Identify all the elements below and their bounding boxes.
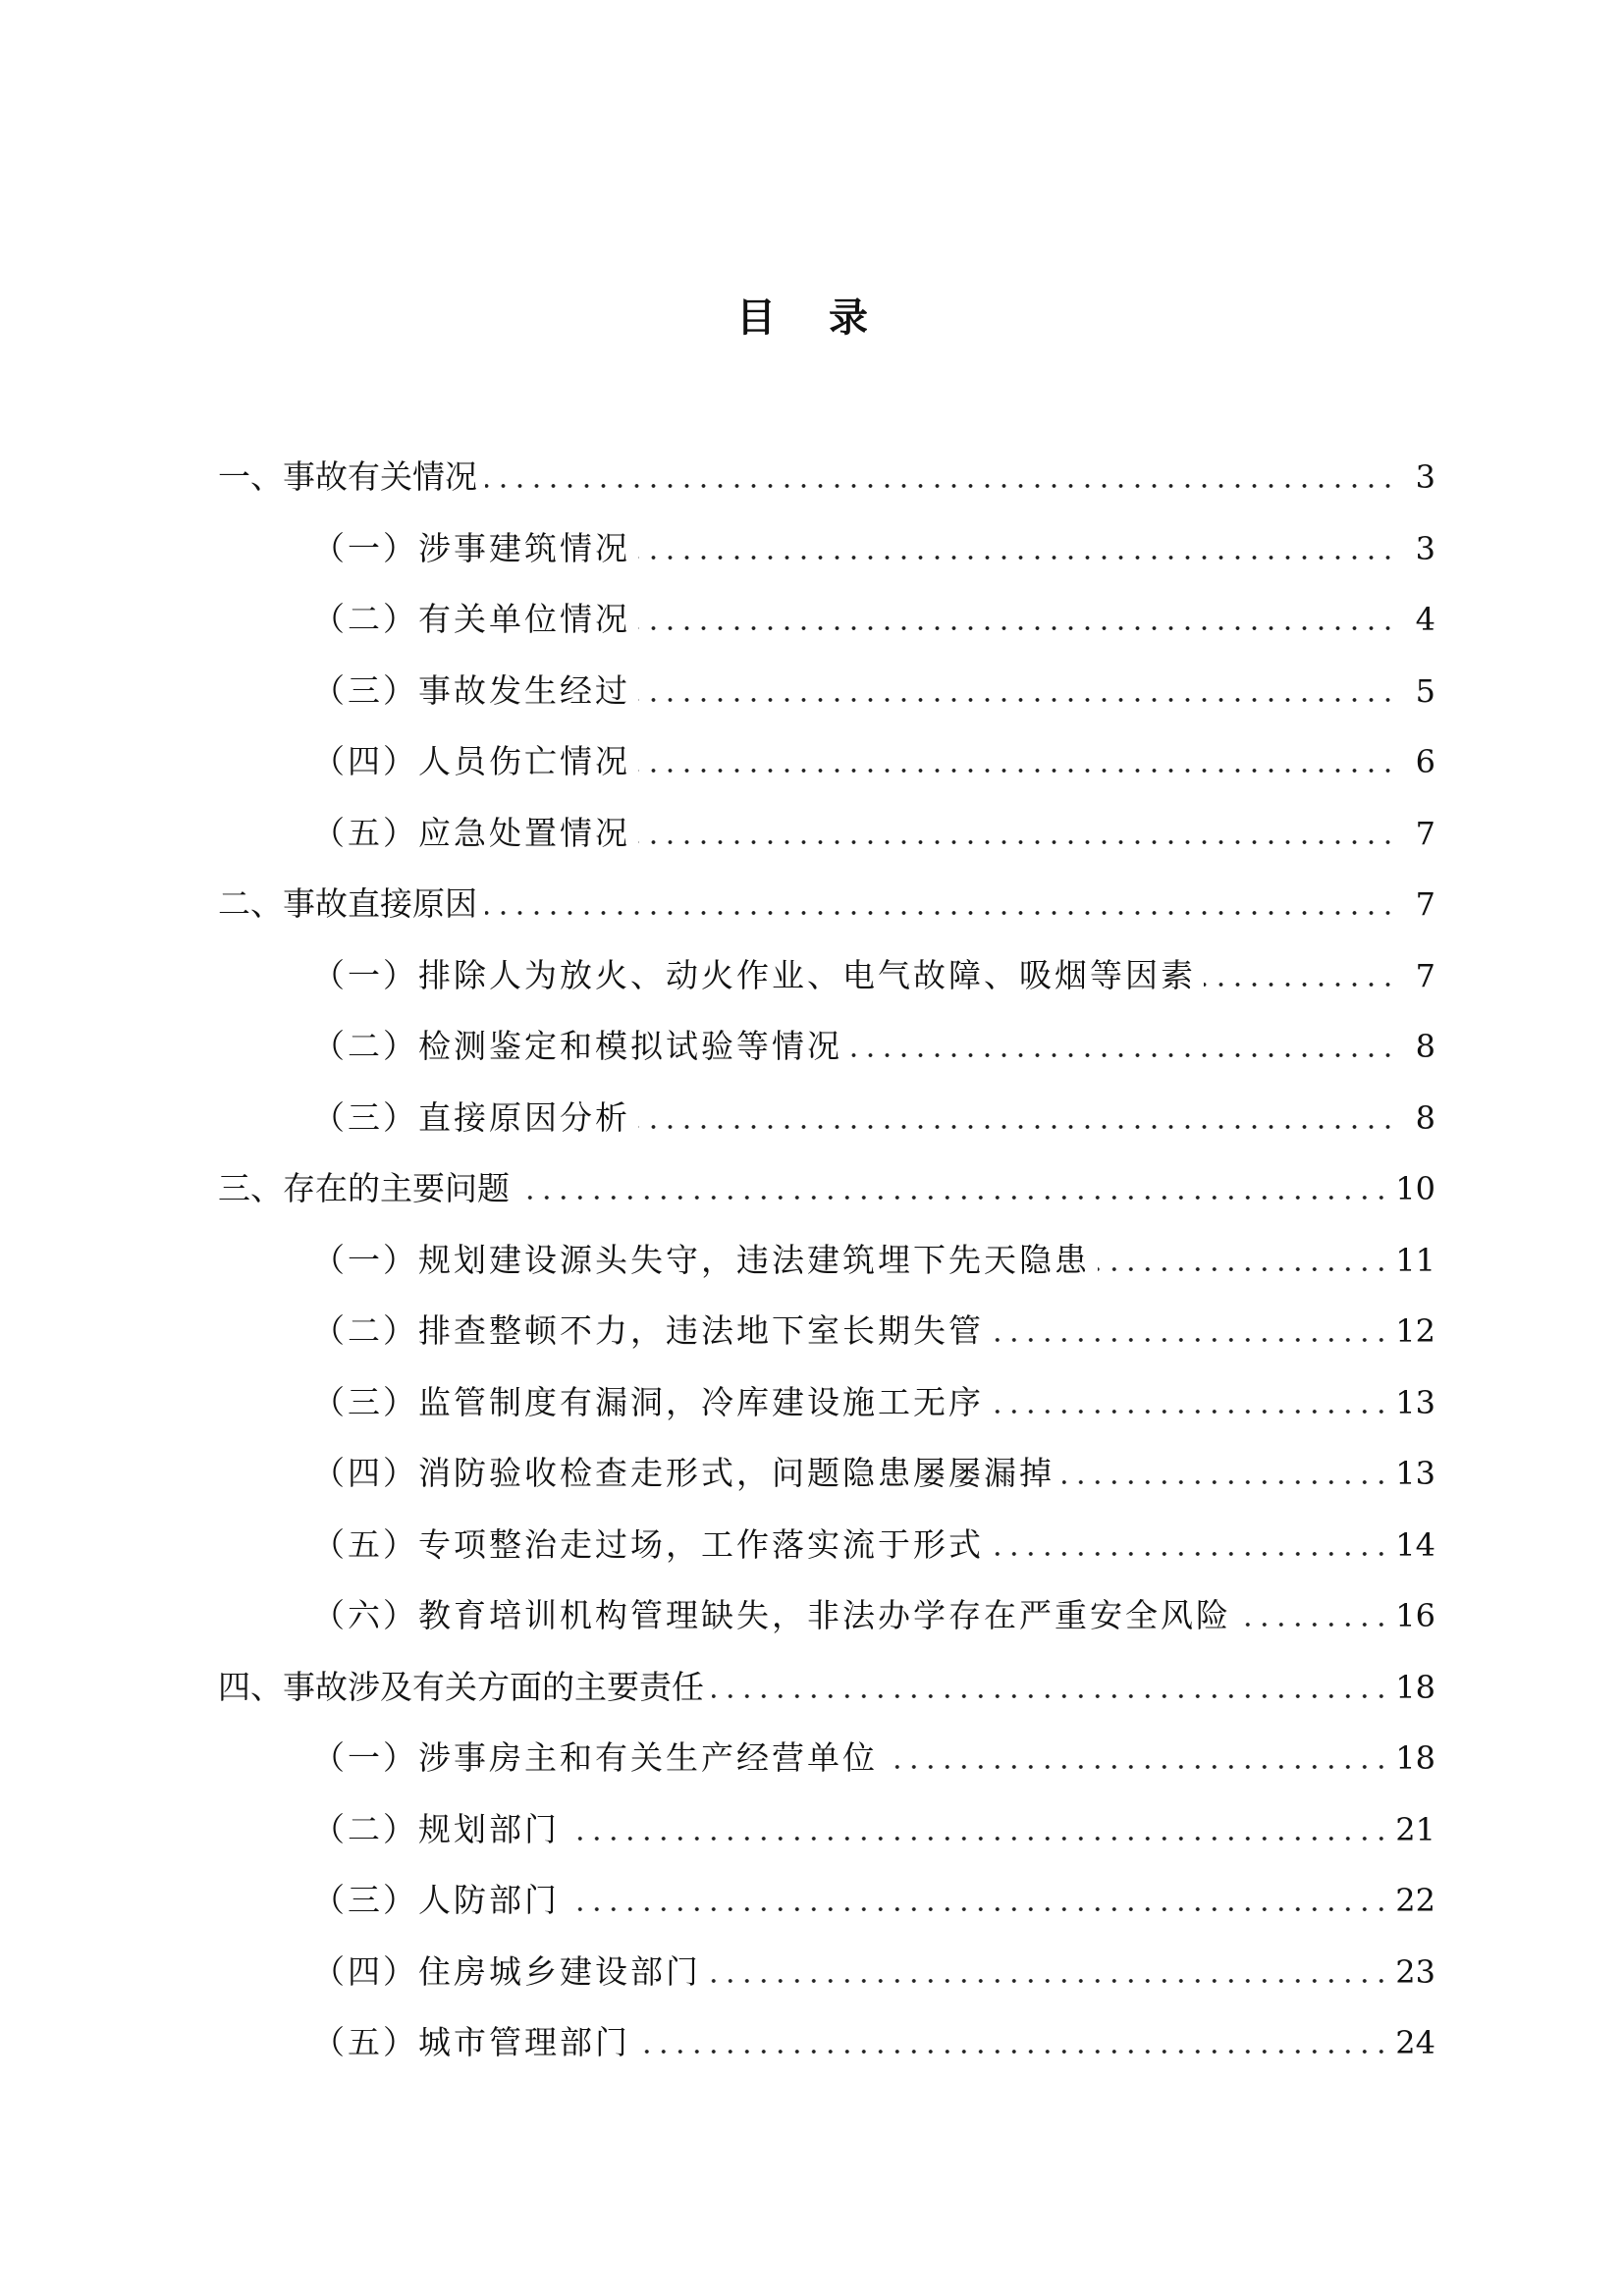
toc-entry[interactable]: [218, 513, 1435, 585]
toc-entry[interactable]: [218, 442, 1435, 513]
toc-entry-text: （四）人员伤亡情况: [312, 742, 630, 780]
toc-entry-text: （五）专项整治走过场，工作落实流于形式: [312, 1524, 984, 1564]
dot-leader: [638, 1124, 1396, 1130]
toc-entry[interactable]: [218, 798, 1435, 870]
toc-entry[interactable]: [218, 1367, 1435, 1439]
toc-entry[interactable]: [218, 1225, 1435, 1297]
toc-entry[interactable]: [218, 1083, 1435, 1154]
dot-leader: [850, 1052, 1396, 1058]
toc-entry-text: （三）事故发生经过: [312, 670, 630, 710]
toc-page-number: 12: [1395, 1312, 1435, 1350]
toc-entry-text: （二）有关单位情况: [312, 600, 630, 638]
toc-entry[interactable]: [218, 726, 1435, 798]
toc-page-number: 4: [1415, 601, 1435, 638]
dot-leader: [638, 2049, 1389, 2055]
toc-entry-text: （二）规划部门: [312, 1809, 560, 1848]
toc-page-number: 23: [1395, 1952, 1435, 1991]
dot-leader: [992, 1551, 1389, 1557]
toc-entry-text: （一）规划建设源头失守，违法建筑埋下先天隐患: [312, 1240, 1090, 1279]
toc-page-number: 5: [1415, 671, 1435, 710]
dot-leader: [568, 1906, 1389, 1912]
toc-page-number: 16: [1395, 1597, 1435, 1634]
toc-page-number: 3: [1415, 458, 1435, 496]
toc-page-number: 13: [1395, 1383, 1435, 1421]
dot-leader: [638, 555, 1396, 561]
dot-leader: [1098, 1266, 1389, 1272]
dot-leader: [1204, 982, 1396, 988]
toc-entry-text: （四）住房城乡建设部门: [312, 1951, 701, 1991]
toc-entry[interactable]: [218, 1580, 1435, 1652]
dot-leader: [992, 1337, 1389, 1343]
toc-entry[interactable]: [218, 2007, 1435, 2079]
dot-leader: [992, 1409, 1389, 1415]
toc-entry[interactable]: [218, 1865, 1435, 1937]
dot-leader: [485, 483, 1396, 489]
toc-entry[interactable]: [218, 1723, 1435, 1794]
dot-leader: [709, 1978, 1389, 1984]
dot-leader: [638, 697, 1396, 703]
toc-page-number: 24: [1395, 2024, 1435, 2061]
dot-leader: [1239, 1622, 1389, 1628]
toc-entry-text: （一）涉事建筑情况: [312, 528, 630, 567]
toc-entry[interactable]: [218, 1937, 1435, 2008]
toc-page-number: 3: [1415, 529, 1435, 567]
toc-entry[interactable]: [218, 1510, 1435, 1581]
toc-entry-text: （三）人防部门: [312, 1881, 560, 1919]
toc-entry[interactable]: [218, 1153, 1435, 1225]
toc-page-number: 13: [1395, 1455, 1435, 1492]
toc-entry-text: 三、存在的主要问题: [218, 1169, 510, 1207]
dot-leader: [638, 839, 1396, 845]
toc-page-number: 6: [1415, 743, 1435, 780]
toc-entry-text: （二）排查整顿不力，违法地下室长期失管: [312, 1311, 984, 1350]
toc-page-number: 11: [1395, 1241, 1435, 1279]
toc-entry-text: 二、事故直接原因: [218, 884, 477, 923]
toc-entry-text: （三）直接原因分析: [312, 1097, 630, 1137]
dot-leader: [638, 625, 1396, 631]
toc-entry[interactable]: [218, 1011, 1435, 1083]
table-of-contents: [218, 442, 1435, 2079]
toc-entry[interactable]: [218, 1438, 1435, 1510]
dot-leader: [886, 1764, 1389, 1770]
toc-entry-text: （六）教育培训机构管理缺失，非法办学存在严重安全风险: [312, 1596, 1231, 1634]
toc-page-number: 8: [1415, 1028, 1435, 1065]
toc-page-number: 18: [1395, 1668, 1435, 1706]
toc-page-number: 10: [1395, 1170, 1435, 1207]
toc-entry[interactable]: [218, 584, 1435, 656]
toc-page-number: 14: [1395, 1525, 1435, 1564]
toc-page-number: 8: [1415, 1098, 1435, 1137]
toc-entry-text: （五）城市管理部门: [312, 2023, 630, 2061]
toc-entry-text: （一）排除人为放火、动火作业、电气故障、吸烟等因素: [312, 955, 1196, 994]
dot-leader: [1062, 1479, 1389, 1485]
dot-leader: [568, 1836, 1389, 1842]
toc-entry[interactable]: [218, 1794, 1435, 1866]
toc-entry[interactable]: [218, 656, 1435, 727]
toc-page-number: 18: [1395, 1739, 1435, 1777]
toc-entry-text: （二）检测鉴定和模拟试验等情况: [312, 1027, 842, 1065]
toc-page-number: 7: [1415, 814, 1435, 852]
toc-entry[interactable]: [218, 940, 1435, 1012]
toc-entry-text: 四、事故涉及有关方面的主要责任: [218, 1667, 704, 1706]
toc-entry[interactable]: [218, 1652, 1435, 1724]
toc-entry-text: （四）消防验收检查走形式，问题隐患屡屡漏掉: [312, 1454, 1055, 1492]
dot-leader: [638, 768, 1396, 774]
toc-entry-text: （五）应急处置情况: [312, 813, 630, 852]
toc-page-number: 21: [1395, 1810, 1435, 1848]
toc-entry[interactable]: [218, 1296, 1435, 1367]
dot-leader: [485, 910, 1396, 916]
toc-entry-text: 一、事故有关情况: [218, 457, 477, 496]
dot-leader: [517, 1195, 1389, 1201]
toc-entry[interactable]: [218, 869, 1435, 940]
toc-page-number: 7: [1415, 956, 1435, 994]
toc-entry-text: （三）监管制度有漏洞，冷库建设施工无序: [312, 1382, 984, 1421]
toc-page-number: 22: [1395, 1882, 1435, 1919]
dot-leader: [712, 1693, 1389, 1699]
page-title: 目 录: [736, 295, 888, 341]
toc-entry-text: （一）涉事房主和有关生产经营单位: [312, 1738, 878, 1777]
toc-page-number: 7: [1415, 885, 1435, 923]
